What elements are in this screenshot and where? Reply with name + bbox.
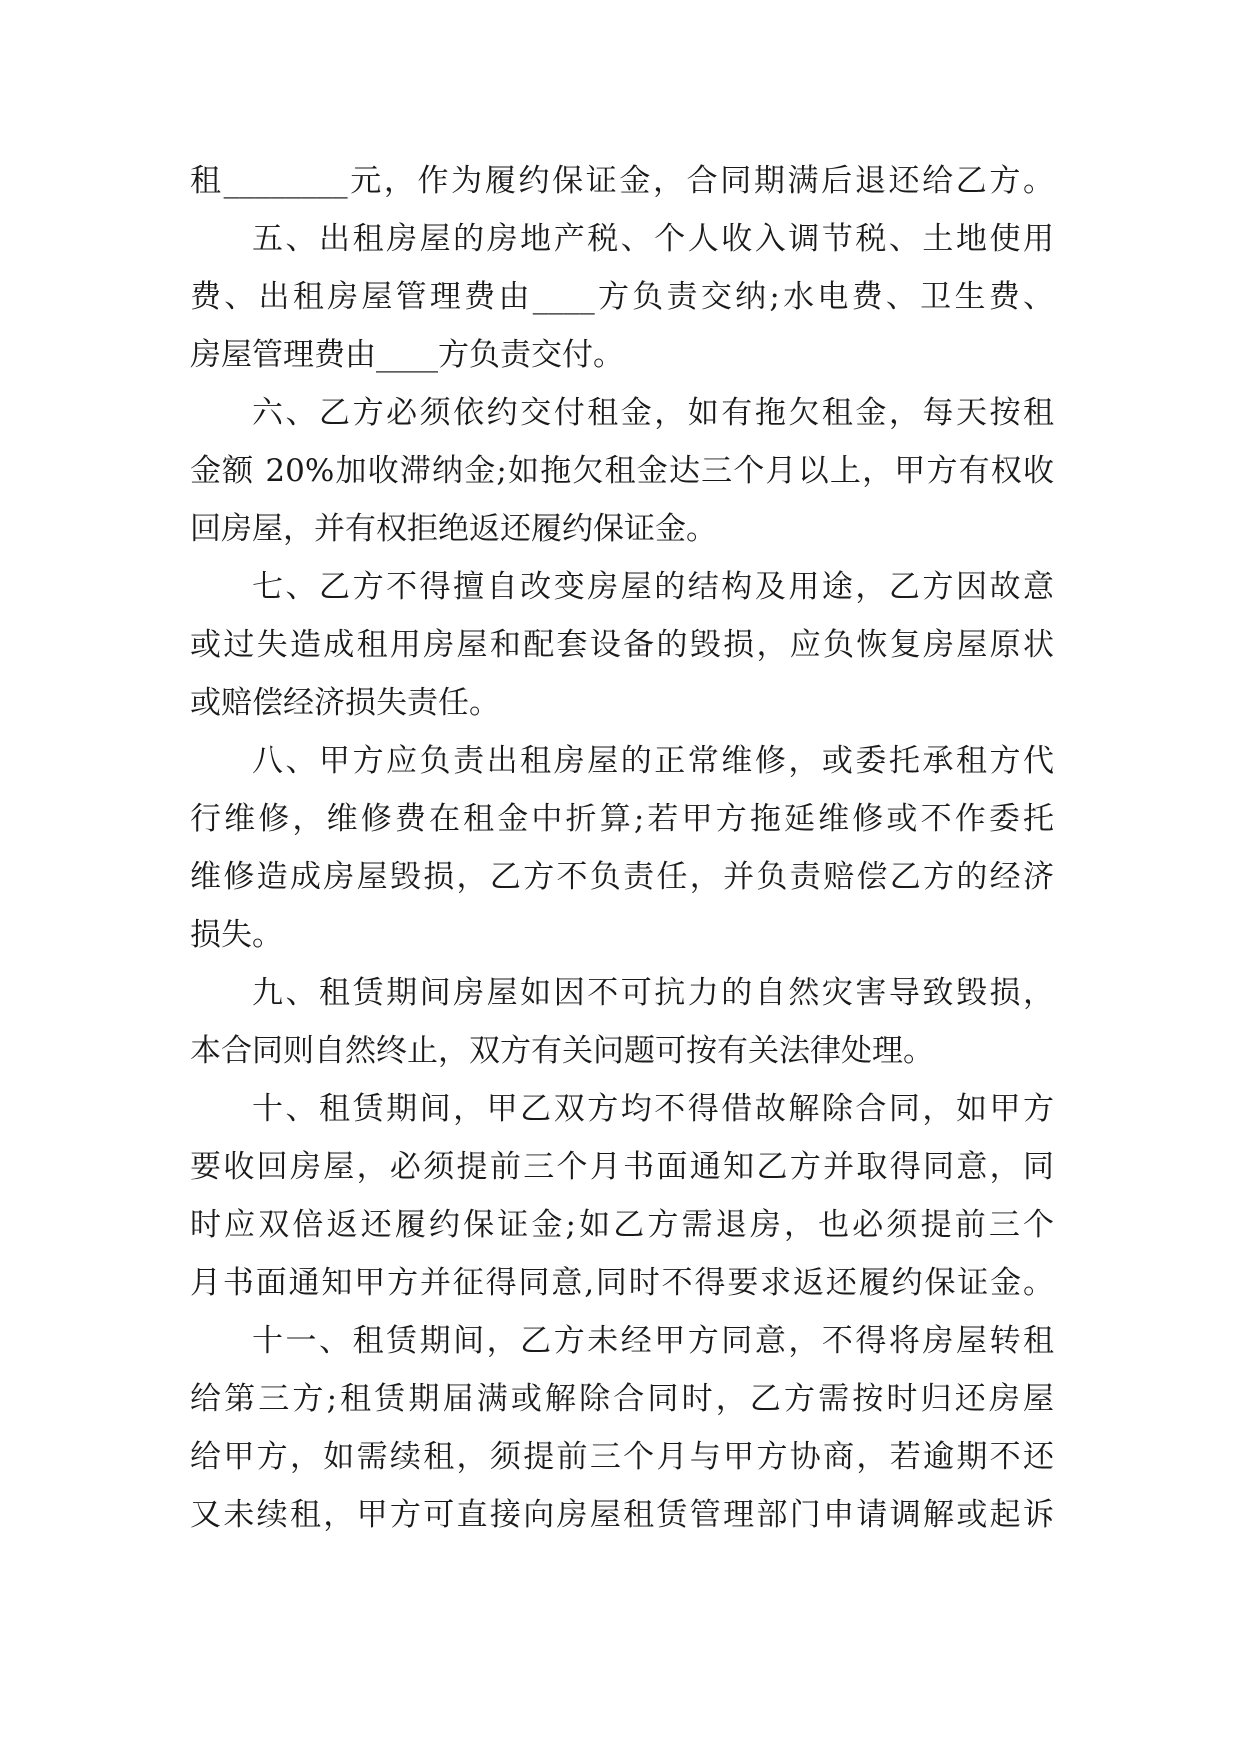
text-line: 八、甲方应负责出租房屋的正常维修，或委托承租方代 [252, 743, 1054, 779]
text-line: 给甲方，如需续租，须提前三个月与甲方协商，若逾期不还 [190, 1439, 1054, 1475]
text-line: 或过失造成租用房屋和配套设备的毁损，应负恢复房屋原状 [190, 627, 1054, 663]
text-line: 房屋管理费由____方负责交付。 [190, 337, 624, 373]
text-line: 要收回房屋，必须提前三个月书面通知乙方并取得同意，同 [190, 1149, 1054, 1185]
text-line: 九、租赁期间房屋如因不可抗力的自然灾害导致毁损， [252, 975, 1054, 1011]
text-line: 回房屋，并有权拒绝返还履约保证金。 [190, 511, 717, 547]
text-line: 时应双倍返还履约保证金;如乙方需退房，也必须提前三个 [190, 1207, 1054, 1243]
text-line: 费、出租房屋管理费由____方负责交纳;水电费、卫生费、 [190, 279, 1054, 315]
text-line: 损失。 [190, 917, 283, 953]
text-line: 十一、租赁期间，乙方未经甲方同意，不得将房屋转租 [252, 1323, 1054, 1359]
text-line: 金额 20%加收滞纳金;如拖欠租金达三个月以上，甲方有权收 [190, 453, 1054, 489]
text-line: 又未续租，甲方可直接向房屋租赁管理部门申请调解或起诉 [190, 1497, 1054, 1533]
text-line: 六、乙方必须依约交付租金，如有拖欠租金，每天按租 [252, 395, 1054, 431]
text-line: 租________元，作为履约保证金，合同期满后退还给乙方。 [190, 163, 1054, 199]
text-line: 五、出租房屋的房地产税、个人收入调节税、土地使用 [252, 221, 1054, 257]
text-line: 行维修，维修费在租金中折算;若甲方拖延维修或不作委托 [190, 801, 1054, 837]
text-line: 本合同则自然终止，双方有关问题可按有关法律处理。 [190, 1033, 934, 1069]
text-line: 七、乙方不得擅自改变房屋的结构及用途，乙方因故意 [252, 569, 1054, 605]
contract-body-text [190, 152, 1054, 1544]
text-line: 或赔偿经济损失责任。 [190, 685, 500, 721]
text-line: 十、租赁期间，甲乙双方均不得借故解除合同，如甲方 [252, 1091, 1054, 1127]
text-line: 月书面通知甲方并征得同意,同时不得要求返还履约保证金。 [190, 1265, 1054, 1301]
text-line: 给第三方;租赁期届满或解除合同时，乙方需按时归还房屋 [190, 1381, 1054, 1417]
text-line: 维修造成房屋毁损，乙方不负责任，并负责赔偿乙方的经济 [190, 859, 1054, 895]
